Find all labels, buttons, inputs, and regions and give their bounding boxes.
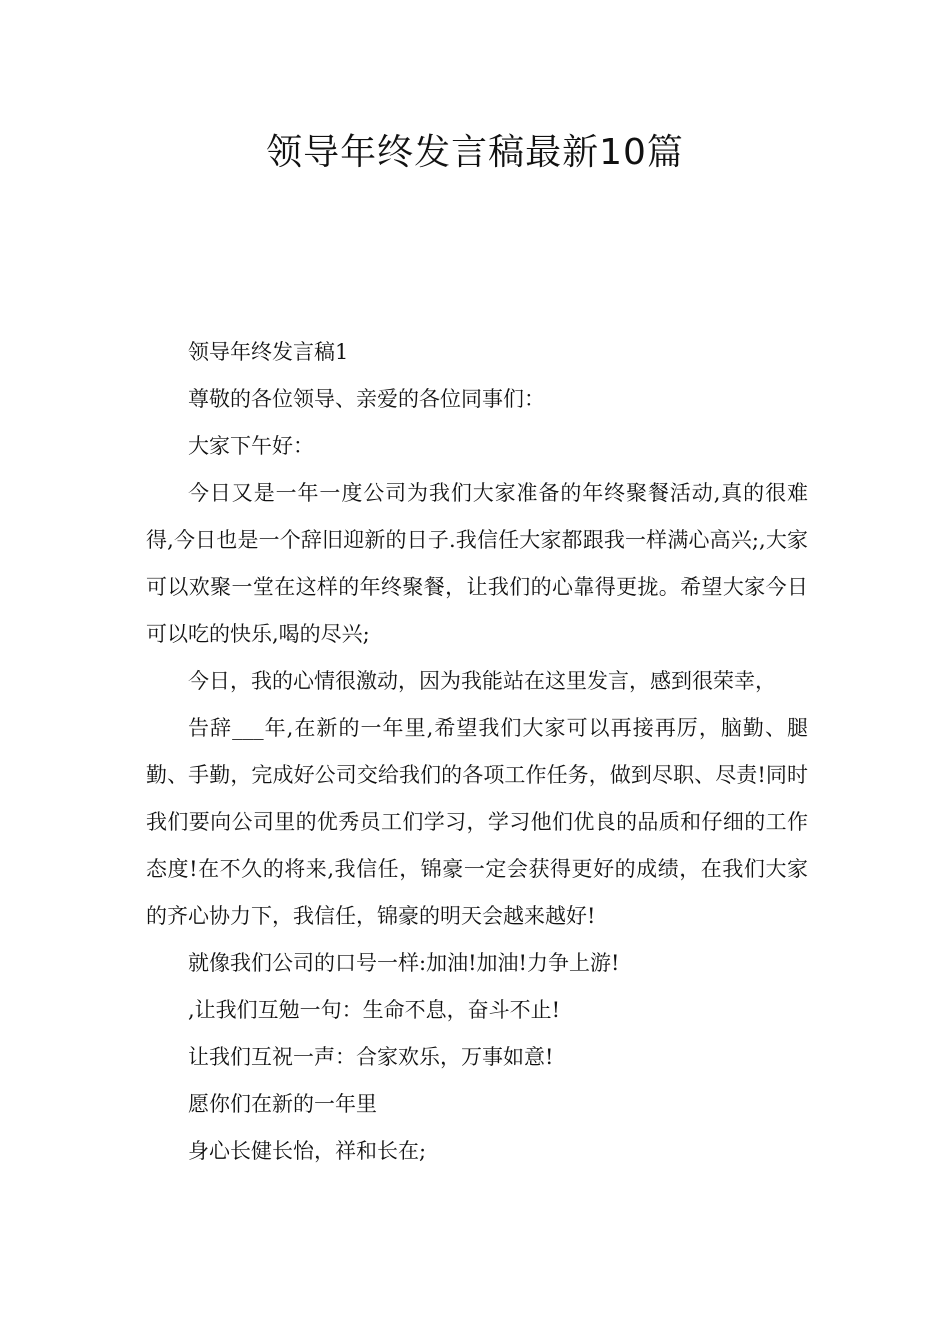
paragraph: 就像我们公司的口号一样:加油!加油!力争上游! xyxy=(188,951,620,975)
document-title: 领导年终发言稿最新10篇 xyxy=(266,132,684,173)
paragraph: 告辞___年,在新的一年里,希望我们大家可以再接再厉，脑勤、腿勤、手勤，完成好公司交给我们的各项工作任务，做到尽职、尽责!同时我们要向公司里的优秀员工们学习，学习他们优良的品质和仔细的工作态度!在不久的将来,我信任，锦豪一定会获得更好的成绩，在我们大家的齐心协力下，我信任，锦豪的明天会越来越好! xyxy=(146,716,808,928)
paragraph: ,让我们互勉一句：生命不息，奋斗不止! xyxy=(188,998,561,1022)
greeting: 大家下午好： xyxy=(188,434,314,458)
salutation: 尊敬的各位领导、亲爱的各位同事们： xyxy=(188,387,545,411)
paragraph: 愿你们在新的一年里 xyxy=(188,1092,377,1116)
section-heading: 领导年终发言稿1 xyxy=(188,340,349,364)
paragraph: 今日，我的心情很激动，因为我能站在这里发言，感到很荣幸， xyxy=(188,669,776,693)
document-body xyxy=(146,329,808,1175)
paragraph: 今日又是一年一度公司为我们大家准备的年终聚餐活动,真的很难得,今日也是一个辞旧迎新的日子.我信任大家都跟我一样满心高兴;,大家可以欢聚一堂在这样的年终聚餐，让我们的心靠得更拢。希望大家今日可以吃的快乐,喝的尽兴; xyxy=(146,481,808,646)
paragraph: 身心长健长怡，祥和长在; xyxy=(188,1139,427,1163)
paragraph: 让我们互祝一声：合家欢乐，万事如意! xyxy=(188,1045,554,1069)
